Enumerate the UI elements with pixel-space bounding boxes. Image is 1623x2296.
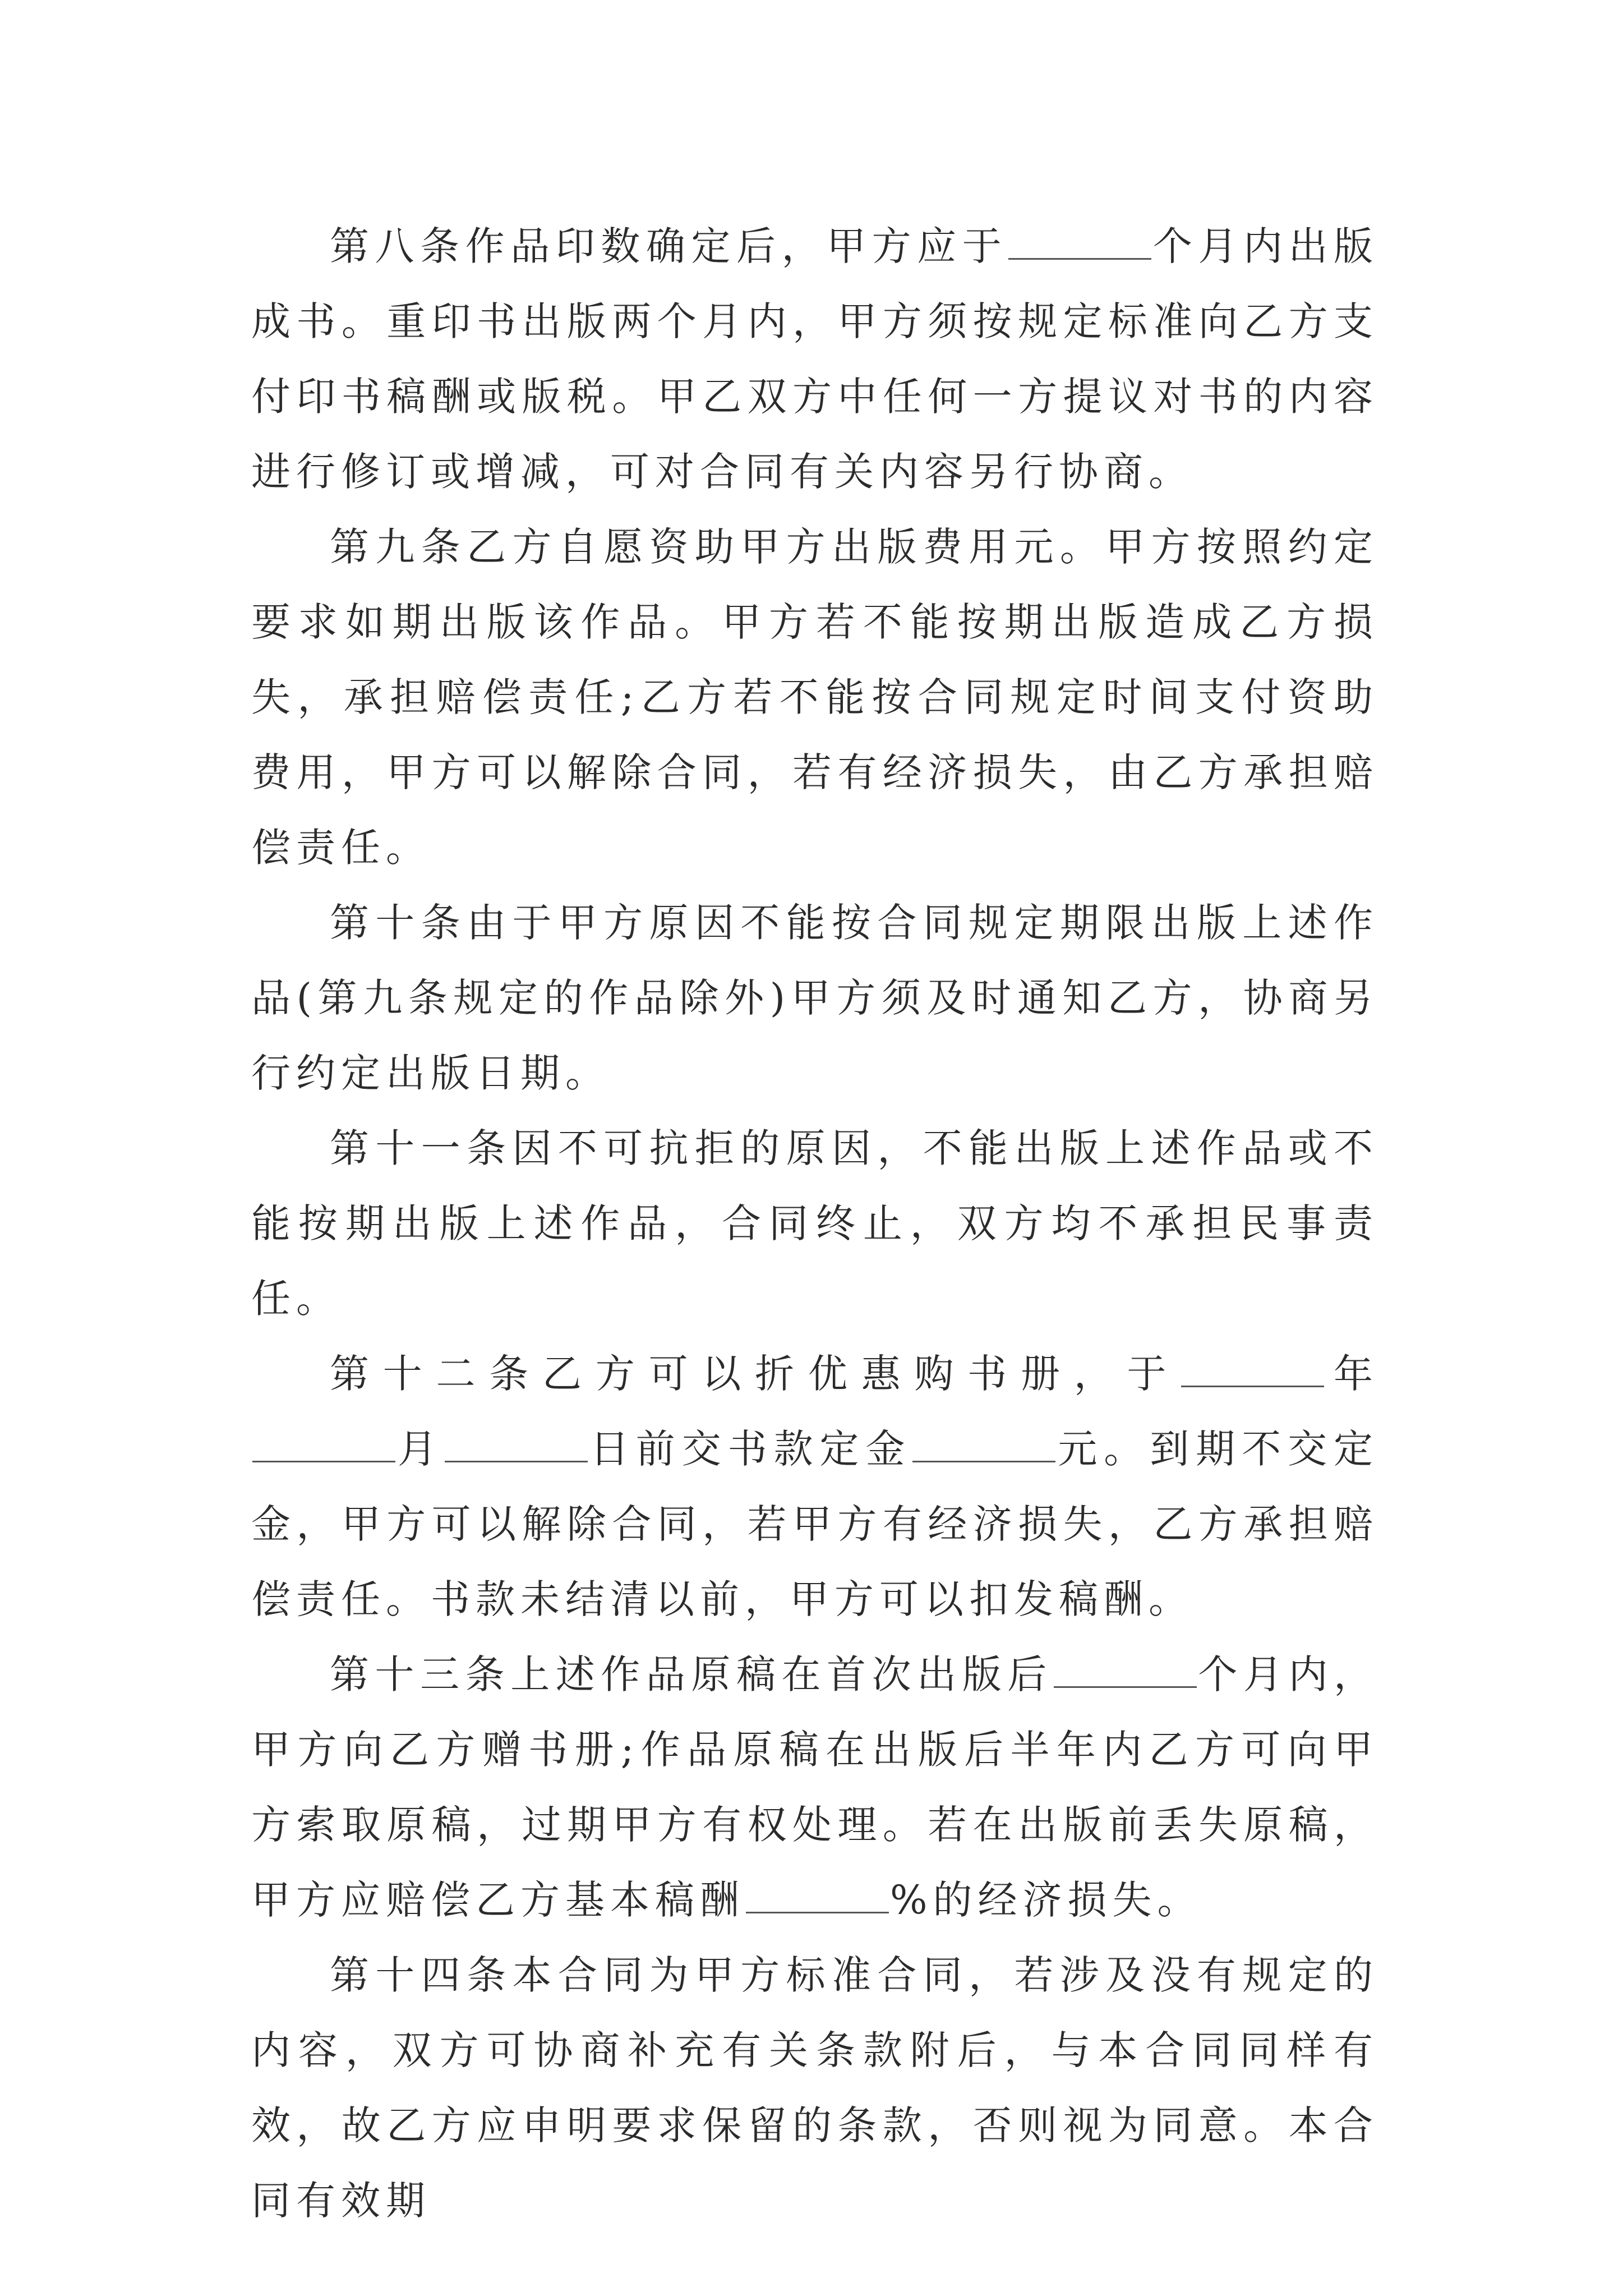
fill-blank bbox=[445, 1460, 588, 1462]
fill-blank bbox=[1054, 1686, 1197, 1688]
contract-text bbox=[251, 209, 1378, 2238]
fill-blank bbox=[252, 1460, 395, 1462]
fill-blank bbox=[912, 1460, 1055, 1462]
clause-9: 第九条乙方自愿资助甲方出版费用元。甲方按照约定要求如期出版该作品。甲方若不能按期出版造成乙方损失，承担赔偿责任;乙方若不能按合同规定时间支付资助费用，甲方可以解除合同，若有经济损失，由乙方承担赔偿责任。 bbox=[251, 524, 1378, 871]
fill-blank bbox=[1008, 257, 1151, 260]
clause-14: 第十四条本合同为甲方标准合同，若涉及没有规定的内容，双方可协商补充有关条款附后，与本合同同样有效，故乙方应申明要求保留的条款，否则视为同意。本合同有效期 bbox=[251, 1952, 1378, 2224]
fill-blank bbox=[1181, 1385, 1324, 1387]
clause-13: 第十三条上述作品原稿在首次出版后 个月内，甲方向乙方赠书册;作品原稿在出版后半年内乙方可向甲方索取原稿，过期甲方有权处理。若在出版前丢失原稿，甲方应赔偿乙方基本稿酬 %的经济损失。 bbox=[251, 1651, 1379, 1923]
clause-11: 第十一条因不可抗拒的原因，不能出版上述作品或不能按期出版上述作品，合同终止，双方均不承担民事责任。 bbox=[251, 1125, 1378, 1322]
clause-12: 第十二条乙方可以折优惠购书册，于 年月 日前交书款定金 元。到期不交定金，甲方可以解除合同，若甲方有经济损失，乙方承担赔偿责任。书款未结清以前，甲方可以扣发稿酬。 bbox=[251, 1351, 1379, 1622]
fill-blank bbox=[746, 1911, 889, 1913]
clause-8: 第八条作品印数确定后，甲方应于 个月内出版成书。重印书出版两个月内，甲方须按规定标准向乙方支付印书稿酬或版税。甲乙双方中任何一方提议对书的内容进行修订或增减，可对合同有关内容另行协商。 bbox=[251, 223, 1378, 495]
clause-10: 第十条由于甲方原因不能按合同规定期限出版上述作品(第九条规定的作品除外)甲方须及时通知乙方，协商另行约定出版日期。 bbox=[251, 900, 1378, 1096]
